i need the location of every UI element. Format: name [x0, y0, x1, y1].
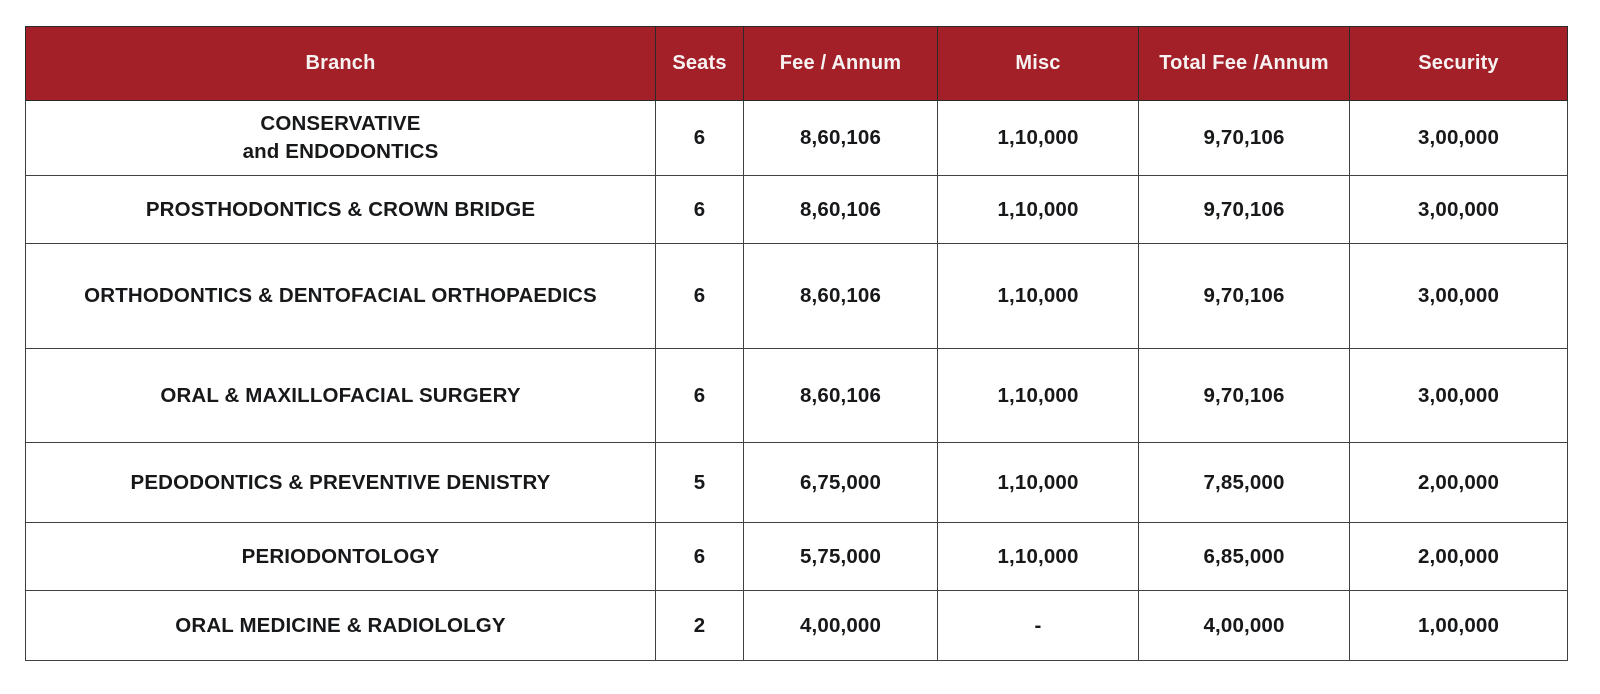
cell-fee: 8,60,106 — [744, 349, 938, 443]
course-fee-table — [25, 26, 1568, 661]
cell-fee: 8,60,106 — [744, 101, 938, 176]
cell-branch — [26, 176, 656, 244]
cell-misc: 1,10,000 — [938, 176, 1139, 244]
cell-seats: 6 — [656, 523, 744, 591]
cell-total: 4,00,000 — [1139, 591, 1350, 661]
cell-security: 2,00,000 — [1350, 523, 1568, 591]
branch-name-line1: ORTHODONTICS & DENTOFACIAL ORTHOPAEDICS — [84, 284, 597, 308]
cell-misc: 1,10,000 — [938, 244, 1139, 349]
cell-fee: 8,60,106 — [744, 244, 938, 349]
cell-misc: 1,10,000 — [938, 349, 1139, 443]
cell-branch — [26, 523, 656, 591]
cell-branch — [26, 591, 656, 661]
column-header-misc: Misc — [938, 27, 1139, 101]
cell-seats: 6 — [656, 349, 744, 443]
cell-seats: 6 — [656, 244, 744, 349]
cell-total: 9,70,106 — [1139, 176, 1350, 244]
column-header-total: Total Fee /Annum — [1139, 27, 1350, 101]
cell-security: 3,00,000 — [1350, 349, 1568, 443]
cell-security: 3,00,000 — [1350, 101, 1568, 176]
cell-branch — [26, 244, 656, 349]
cell-fee: 8,60,106 — [744, 176, 938, 244]
cell-fee: 5,75,000 — [744, 523, 938, 591]
cell-seats: 6 — [656, 101, 744, 176]
cell-security: 3,00,000 — [1350, 244, 1568, 349]
cell-fee: 4,00,000 — [744, 591, 938, 661]
branch-name-line1: PROSTHODONTICS & CROWN BRIDGE — [145, 197, 536, 221]
cell-branch — [26, 101, 656, 176]
branch-name-line1: PEDODONTICS & PREVENTIVE DENISTRY — [130, 470, 551, 494]
cell-fee: 6,75,000 — [744, 443, 938, 523]
column-header-security: Security — [1350, 27, 1568, 101]
cell-total: 9,70,106 — [1139, 244, 1350, 349]
cell-security: 2,00,000 — [1350, 443, 1568, 523]
branch-name-line2: and ENDODONTICS — [242, 140, 439, 163]
table-header — [26, 27, 1568, 101]
cell-total: 9,70,106 — [1139, 101, 1350, 176]
cell-security: 3,00,000 — [1350, 176, 1568, 244]
header-row — [26, 27, 1568, 101]
cell-seats: 6 — [656, 176, 744, 244]
table-row — [26, 244, 1568, 349]
table-row — [26, 443, 1568, 523]
column-header-branch: Branch — [26, 27, 656, 101]
cell-total: 9,70,106 — [1139, 349, 1350, 443]
cell-total: 6,85,000 — [1139, 523, 1350, 591]
branch-name-line1: PERIODONTOLOGY — [241, 544, 440, 568]
branch-name-line1: ORAL MEDICINE & RADIOLOLGY — [175, 613, 506, 637]
branch-name-line1: ORAL & MAXILLOFACIAL SURGERY — [160, 383, 521, 407]
cell-seats: 2 — [656, 591, 744, 661]
cell-security: 1,00,000 — [1350, 591, 1568, 661]
cell-misc: 1,10,000 — [938, 101, 1139, 176]
table-row — [26, 523, 1568, 591]
cell-branch — [26, 349, 656, 443]
cell-misc: - — [938, 591, 1139, 661]
table-row — [26, 349, 1568, 443]
cell-branch — [26, 443, 656, 523]
cell-seats: 5 — [656, 443, 744, 523]
branch-name-line1: CONSERVATIVE — [260, 112, 421, 136]
table-row — [26, 591, 1568, 661]
cell-misc: 1,10,000 — [938, 523, 1139, 591]
table-row — [26, 101, 1568, 176]
table-body — [26, 101, 1568, 661]
column-header-seats: Seats — [656, 27, 744, 101]
cell-misc: 1,10,000 — [938, 443, 1139, 523]
cell-total: 7,85,000 — [1139, 443, 1350, 523]
table-row — [26, 176, 1568, 244]
column-header-fee: Fee / Annum — [744, 27, 938, 101]
